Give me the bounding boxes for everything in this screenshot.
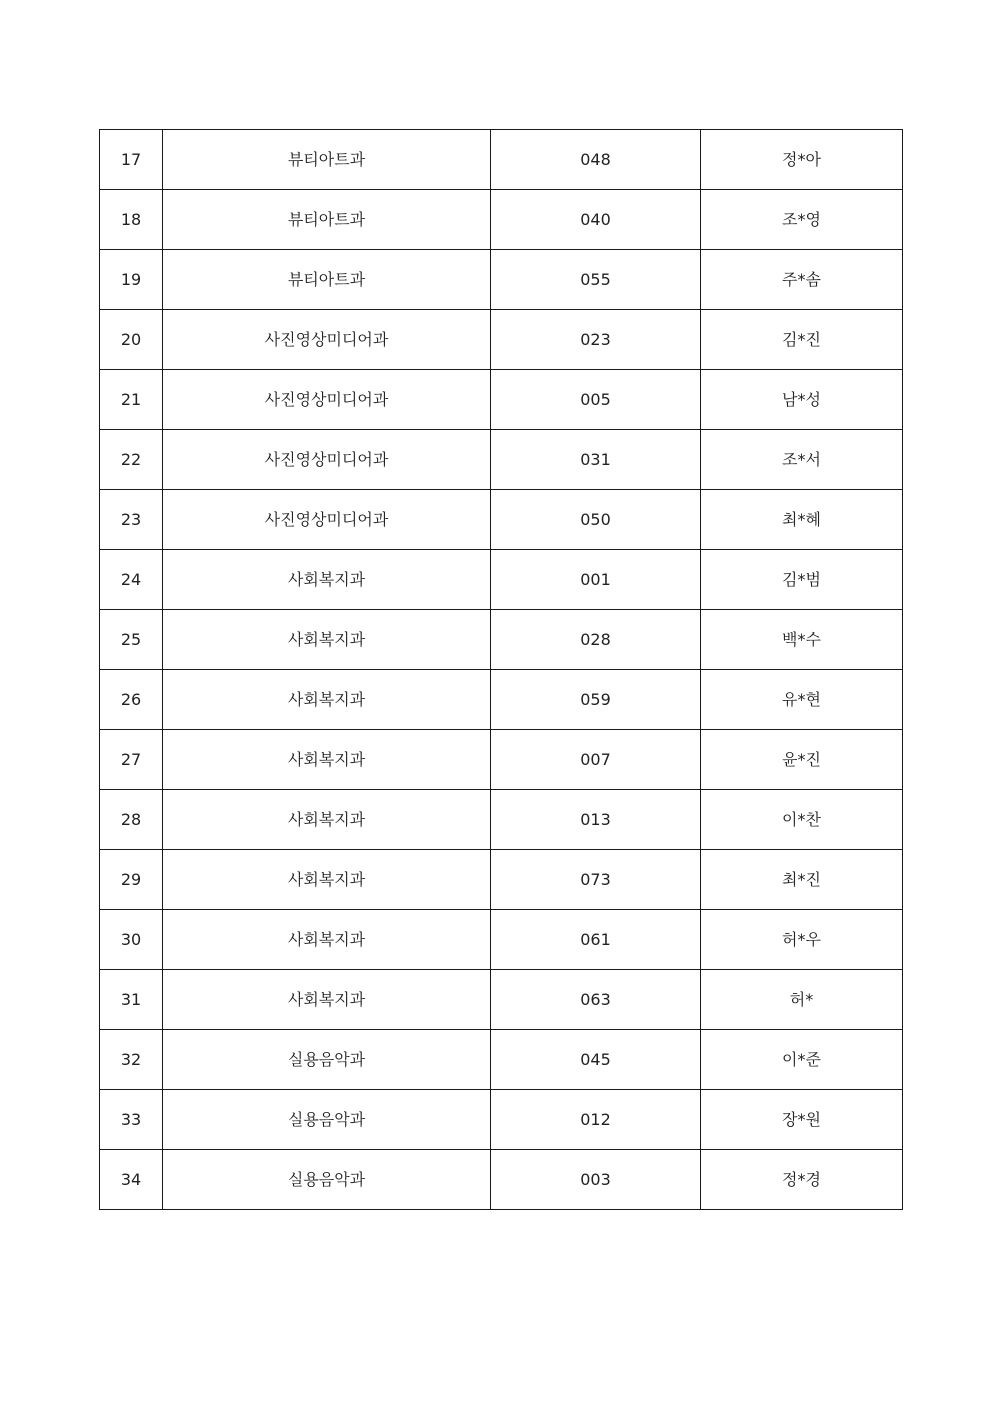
code-cell: 045 [491,1030,701,1090]
code-cell: 055 [491,250,701,310]
name-cell: 허*우 [701,910,903,970]
roster-table-body [100,130,903,1210]
table-row [100,670,903,730]
row-number-cell: 17 [100,130,163,190]
table-row [100,1150,903,1210]
row-number-cell: 33 [100,1090,163,1150]
table-row [100,130,903,190]
row-number-cell: 26 [100,670,163,730]
table-row [100,310,903,370]
name-cell: 허* [701,970,903,1030]
table-row [100,550,903,610]
code-cell: 007 [491,730,701,790]
name-cell: 이*찬 [701,790,903,850]
table-row [100,370,903,430]
row-number-cell: 21 [100,370,163,430]
name-cell: 이*준 [701,1030,903,1090]
code-cell: 063 [491,970,701,1030]
code-cell: 023 [491,310,701,370]
department-cell: 사회복지과 [163,790,491,850]
name-cell: 윤*진 [701,730,903,790]
department-cell: 사진영상미디어과 [163,490,491,550]
name-cell: 최*진 [701,850,903,910]
table-row [100,910,903,970]
department-cell: 뷰티아트과 [163,130,491,190]
name-cell: 김*범 [701,550,903,610]
row-number-cell: 20 [100,310,163,370]
table-row [100,790,903,850]
row-number-cell: 19 [100,250,163,310]
row-number-cell: 25 [100,610,163,670]
table-row [100,490,903,550]
code-cell: 050 [491,490,701,550]
code-cell: 040 [491,190,701,250]
department-cell: 실용음악과 [163,1030,491,1090]
name-cell: 주*솜 [701,250,903,310]
department-cell: 뷰티아트과 [163,190,491,250]
name-cell: 최*혜 [701,490,903,550]
table-row [100,730,903,790]
department-cell: 사회복지과 [163,910,491,970]
row-number-cell: 24 [100,550,163,610]
department-cell: 사진영상미디어과 [163,370,491,430]
name-cell: 장*원 [701,1090,903,1150]
name-cell: 남*성 [701,370,903,430]
row-number-cell: 28 [100,790,163,850]
row-number-cell: 22 [100,430,163,490]
table-row [100,250,903,310]
code-cell: 061 [491,910,701,970]
table-row [100,850,903,910]
department-cell: 사회복지과 [163,670,491,730]
code-cell: 073 [491,850,701,910]
row-number-cell: 29 [100,850,163,910]
row-number-cell: 27 [100,730,163,790]
name-cell: 김*진 [701,310,903,370]
code-cell: 059 [491,670,701,730]
department-cell: 사회복지과 [163,610,491,670]
table-row [100,1030,903,1090]
row-number-cell: 30 [100,910,163,970]
roster-table [99,129,903,1210]
department-cell: 사회복지과 [163,850,491,910]
table-row [100,430,903,490]
code-cell: 028 [491,610,701,670]
department-cell: 사회복지과 [163,550,491,610]
code-cell: 031 [491,430,701,490]
code-cell: 003 [491,1150,701,1210]
code-cell: 013 [491,790,701,850]
department-cell: 실용음악과 [163,1150,491,1210]
name-cell: 조*서 [701,430,903,490]
department-cell: 사회복지과 [163,730,491,790]
code-cell: 012 [491,1090,701,1150]
name-cell: 정*경 [701,1150,903,1210]
row-number-cell: 31 [100,970,163,1030]
row-number-cell: 32 [100,1030,163,1090]
department-cell: 실용음악과 [163,1090,491,1150]
name-cell: 조*영 [701,190,903,250]
department-cell: 사진영상미디어과 [163,310,491,370]
name-cell: 백*수 [701,610,903,670]
department-cell: 사진영상미디어과 [163,430,491,490]
table-row [100,190,903,250]
table-row [100,610,903,670]
name-cell: 정*아 [701,130,903,190]
row-number-cell: 23 [100,490,163,550]
row-number-cell: 18 [100,190,163,250]
department-cell: 뷰티아트과 [163,250,491,310]
row-number-cell: 34 [100,1150,163,1210]
code-cell: 001 [491,550,701,610]
code-cell: 005 [491,370,701,430]
department-cell: 사회복지과 [163,970,491,1030]
name-cell: 유*현 [701,670,903,730]
table-row [100,1090,903,1150]
table-row [100,970,903,1030]
code-cell: 048 [491,130,701,190]
